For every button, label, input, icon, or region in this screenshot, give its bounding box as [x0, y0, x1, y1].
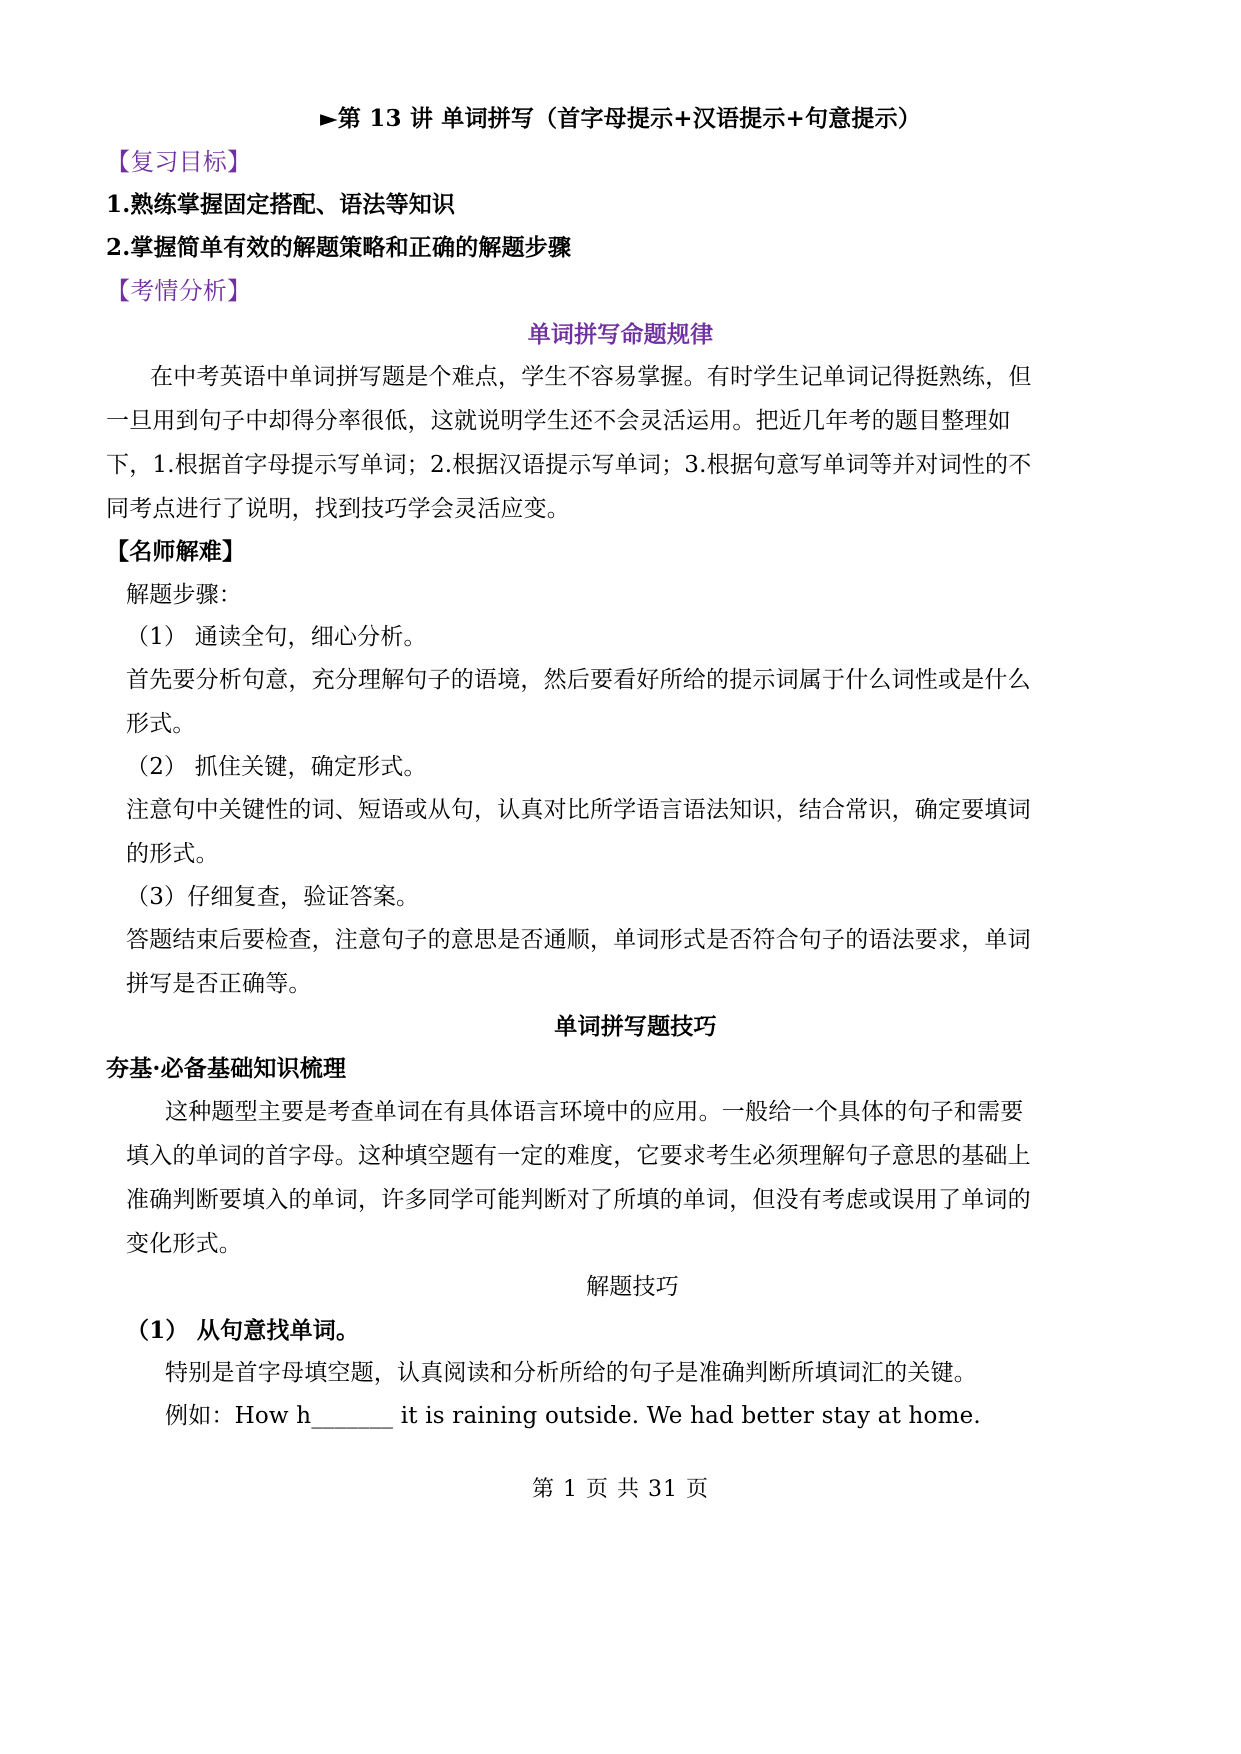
step-2-desc-line: 注意句中关键性的词、短语或从句，认真对比所学语言语法知识，结合常识，确定要填词 [126, 797, 1031, 823]
goal-item-2: 2.掌握简单有效的解题策略和正确的解题步骤 [106, 234, 572, 261]
basics-paragraph-line: 变化形式。 [126, 1231, 242, 1257]
step-3-desc-line: 拼写是否正确等。 [126, 971, 312, 997]
tips-title: 解题技巧 [586, 1274, 679, 1300]
step-2-desc-line: 的形式。 [126, 841, 219, 867]
tip-1-desc: 特别是首字母填空题，认真阅读和分析所给的句子是准确判断所填词汇的关键。 [165, 1360, 977, 1386]
step-3-title: （3）仔细复查，验证答案。 [126, 884, 420, 910]
steps-label: 解题步骤： [126, 582, 242, 608]
rule-title: 单词拼写命题规律 [527, 321, 714, 348]
review-goals-heading: 【复习目标】 [106, 148, 252, 176]
step-1-desc-line: 首先要分析句意，充分理解句子的语境，然后要看好所给的提示词属于什么词性或是什么 [126, 667, 1031, 693]
step-2-title: （2） 抓住关键，确定形式。 [126, 754, 427, 780]
goal-item-1: 1.熟练掌握固定搭配、语法等知识 [106, 191, 456, 218]
basics-paragraph-line: 这种题型主要是考查单词在有具体语言环境中的应用。一般给一个具体的句子和需要 [165, 1099, 1024, 1125]
basics-heading: 夯基·必备基础知识梳理 [106, 1055, 347, 1082]
step-1-title: （1） 通读全句，细心分析。 [126, 624, 427, 650]
rule-paragraph-line: 在中考英语中单词拼写题是个难点，学生不容易掌握。有时学生记单词记得挺熟练，但 [150, 364, 1032, 390]
basics-paragraph-line: 准确判断要填入的单词，许多同学可能判断对了所填的单词，但没有考虑或误用了单词的 [126, 1187, 1031, 1213]
step-3-desc-line: 答题结束后要检查，注意句子的意思是否通顺，单词形式是否符合句子的语法要求，单词 [126, 927, 1031, 953]
basics-paragraph-line: 填入的单词的首字母。这种填空题有一定的难度，它要求考生必须理解句子意思的基础上 [126, 1143, 1031, 1169]
analysis-heading: 【考情分析】 [106, 277, 252, 305]
page-footer: 第 1 页 共 31 页 [532, 1477, 709, 1502]
skills-title: 单词拼写题技巧 [554, 1013, 717, 1040]
step-1-desc-line: 形式。 [126, 711, 196, 737]
page-title: ►第 13 讲 单词拼写（首字母提示+汉语提示+句意提示） [319, 105, 922, 132]
example-sentence: 例如：How h_______ it is raining outside. We had better stay at home. [165, 1403, 981, 1429]
tip-1-title: （1） 从句意找单词。 [126, 1317, 360, 1344]
teacher-heading: 【名师解难】 [106, 538, 246, 565]
rule-paragraph-line: 一旦用到句子中却得分率很低，这就说明学生还不会灵活运用。把近几年考的题目整理如 [106, 408, 1011, 434]
rule-paragraph-line: 同考点进行了说明，找到技巧学会灵活应变。 [106, 496, 570, 522]
rule-paragraph-line: 下，1.根据首字母提示写单词；2.根据汉语提示写单词；3.根据句意写单词等并对词性的不 [106, 452, 1032, 478]
